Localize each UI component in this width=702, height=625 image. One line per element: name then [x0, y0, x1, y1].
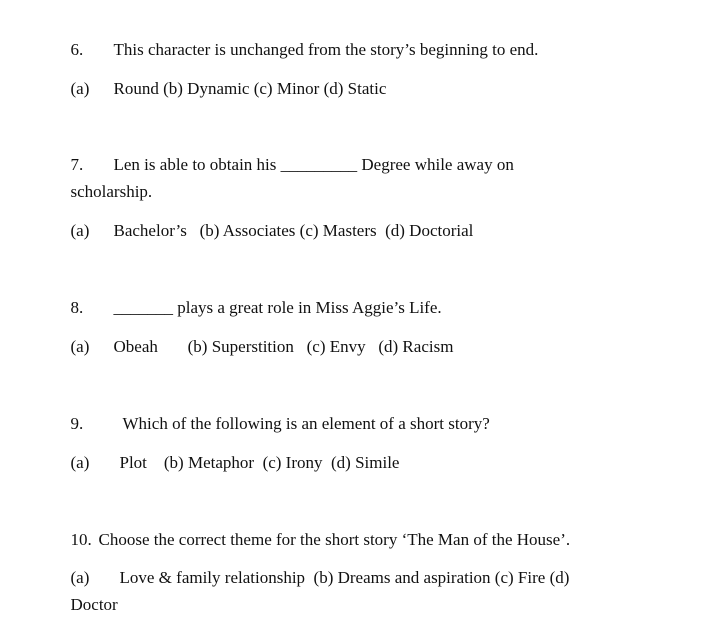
question-8 — [62, 278, 442, 318]
option-label: (a) — [70, 568, 90, 587]
question-8-options — [62, 317, 453, 357]
question-7-options — [62, 201, 473, 241]
option-label: (a) — [70, 337, 90, 356]
options-text: Plot (b) Metaphor (c) Irony (d) Simile — [119, 453, 400, 472]
question-number: 7. — [70, 155, 84, 174]
question-10 — [62, 510, 570, 550]
question-7-continuation — [62, 162, 152, 202]
option-label: (a) — [70, 79, 90, 98]
options-text-continuation: Doctor — [70, 595, 118, 614]
options-text: Round (b) Dynamic (c) Minor (d) Static — [113, 79, 387, 98]
question-number: 10. — [70, 530, 92, 549]
question-text: Which of the following is an element of a short story? — [122, 414, 490, 433]
options-text: Love & family relationship (b) Dreams and aspiration (c) Fire (d) — [119, 568, 570, 587]
question-6-options — [62, 59, 386, 99]
option-label: (a) — [70, 221, 90, 240]
option-label: (a) — [70, 453, 90, 472]
question-text: _______ plays a great role in Miss Aggie’s Life. — [113, 298, 442, 317]
question-number: 9. — [70, 414, 84, 433]
question-text: Len is able to obtain his _________ Degree while away on — [113, 155, 514, 174]
options-text: Obeah (b) Superstition (c) Envy (d) Racism — [113, 337, 454, 356]
question-text-continuation: scholarship. — [70, 182, 153, 201]
question-number: 8. — [70, 298, 84, 317]
question-text: Choose the correct theme for the short story ‘The Man of the House’. — [98, 530, 571, 549]
question-10-options-continuation — [62, 575, 118, 615]
options-text: Bachelor’s (b) Associates (c) Masters (d) Doctorial — [113, 221, 474, 240]
question-6 — [62, 20, 538, 60]
question-9 — [62, 394, 490, 434]
question-number: 6. — [70, 40, 84, 59]
question-9-options — [62, 433, 399, 473]
question-text: This character is unchanged from the story’s beginning to end. — [113, 40, 539, 59]
question-10-options — [62, 548, 569, 588]
